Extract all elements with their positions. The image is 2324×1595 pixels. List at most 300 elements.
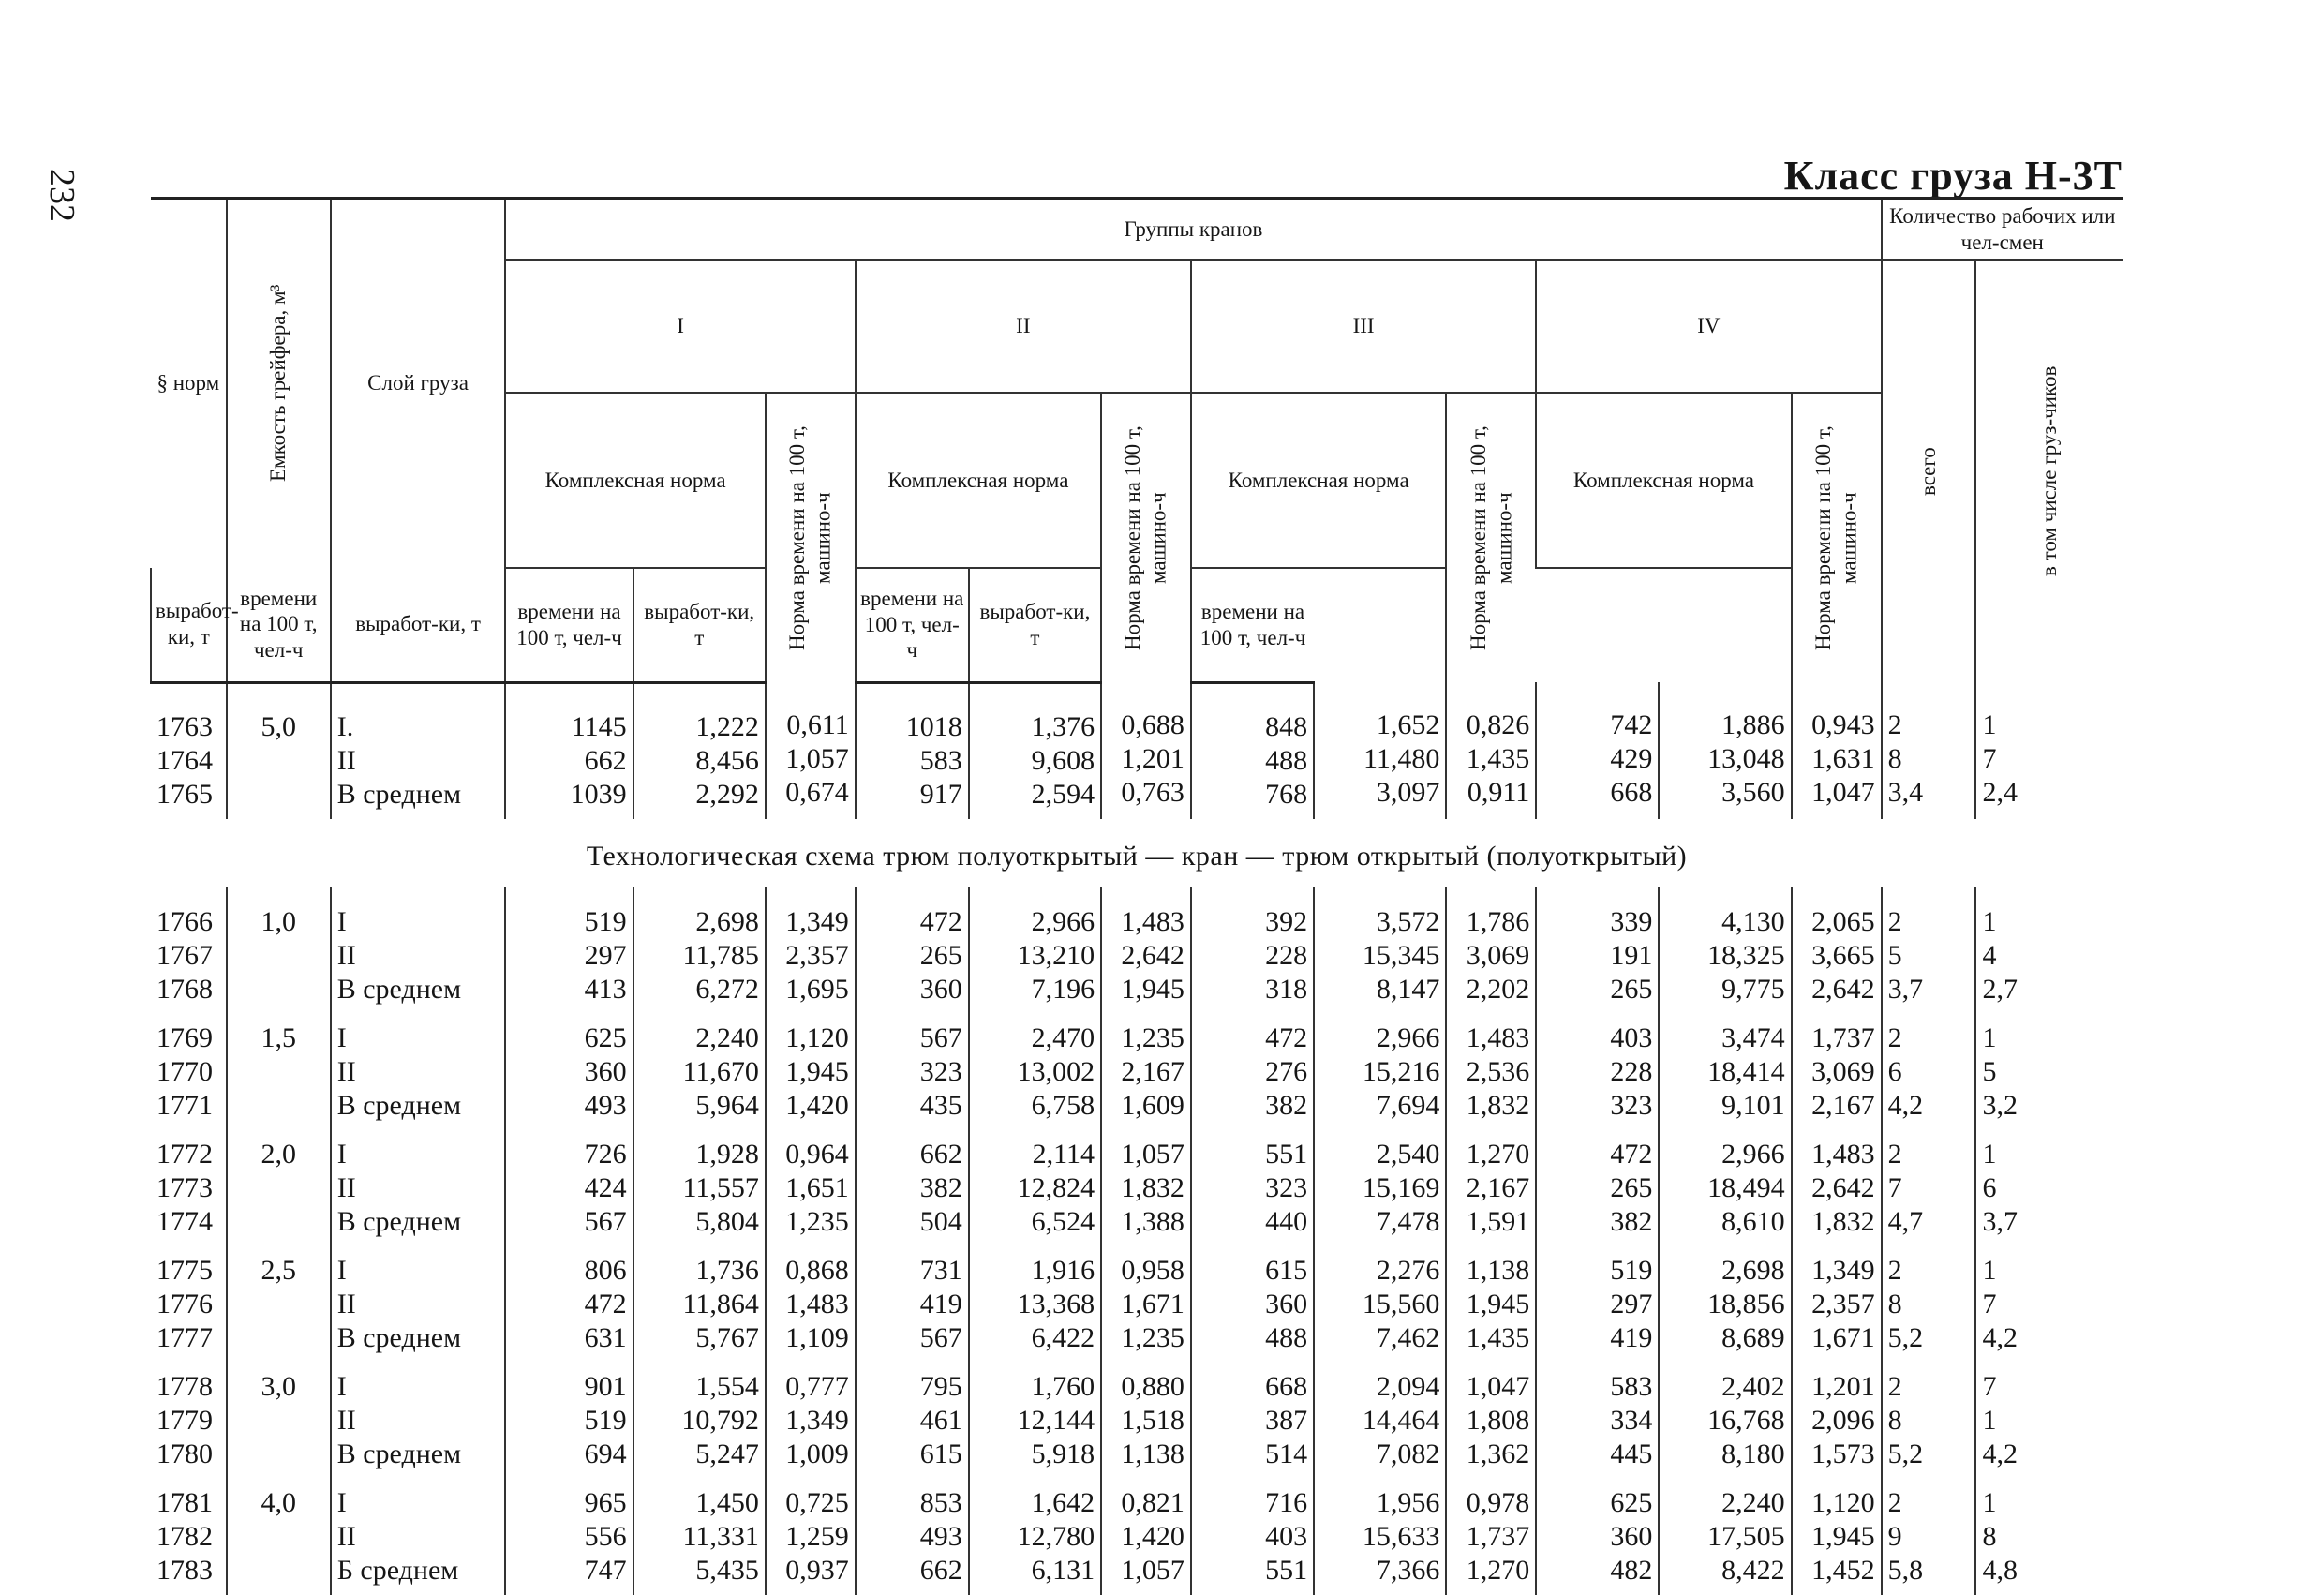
norm-numbers-value: 1769 xyxy=(156,1021,213,1053)
g2-time-value: 12,824 xyxy=(1017,1171,1095,1203)
workers-total-value: 7 xyxy=(1887,1171,1902,1203)
grab-capacity-value: 2,5 xyxy=(261,1254,296,1286)
g2-output-value: 615 xyxy=(919,1438,962,1469)
g3-time-value: 3,572 xyxy=(1376,905,1440,937)
g4-machine-time-value: 2,642 xyxy=(1811,1171,1875,1203)
g1-machine-time-value: 1,420 xyxy=(785,1089,849,1121)
g4-output xyxy=(1536,682,1659,819)
g4-output xyxy=(1536,1014,1659,1130)
g2-time xyxy=(969,887,1101,1014)
g2-machine-time-value: 1,235 xyxy=(1121,1021,1184,1053)
g2-output-value: 795 xyxy=(919,1370,962,1402)
g4-time-value: 18,325 xyxy=(1707,939,1785,971)
g1-output-value: 662 xyxy=(584,744,627,776)
workers-total-value: 2 xyxy=(1887,1486,1902,1518)
g2-machine-time-value: 1,057 xyxy=(1121,1554,1184,1586)
cargo-layer-value: В среднем xyxy=(336,1321,462,1353)
header-time-2: времени на 100 т, чел-ч xyxy=(505,568,633,683)
section-title: Технологическая схема трюм полуоткрытый — кран — трюм открытый (полуоткрытый) xyxy=(586,840,1688,872)
g2-output-value: 419 xyxy=(919,1288,962,1319)
g3-time-value: 2,094 xyxy=(1376,1370,1440,1402)
g3-machine-time xyxy=(1446,887,1536,1014)
g2-output xyxy=(856,1479,969,1595)
g1-time-value: 1,450 xyxy=(695,1486,759,1518)
workers-total-value: 8 xyxy=(1887,1404,1902,1436)
g1-output xyxy=(505,1246,633,1363)
workers-loaders-value: 1 xyxy=(1982,1486,1997,1518)
g2-time-value: 13,368 xyxy=(1017,1288,1095,1319)
g2-machine-time xyxy=(1101,682,1191,819)
g3-machine-time xyxy=(1446,1246,1536,1363)
workers-total-value: 6 xyxy=(1887,1055,1902,1087)
header-group-3: III xyxy=(1191,260,1536,393)
g1-time-value: 10,792 xyxy=(681,1404,759,1436)
g4-output-value: 625 xyxy=(1610,1486,1653,1518)
header-workers: Количество рабочих или чел-смен xyxy=(1882,199,2123,261)
g3-time-value: 7,366 xyxy=(1376,1554,1440,1586)
g2-machine-time-value: 0,688 xyxy=(1121,709,1184,741)
cargo-layer-value: В среднем xyxy=(336,973,462,1005)
g3-time-value: 7,694 xyxy=(1376,1089,1440,1121)
g4-output-value: 445 xyxy=(1610,1438,1653,1469)
g1-time xyxy=(633,1130,766,1246)
g3-machine-time xyxy=(1446,1363,1536,1479)
cargo-layer-value: II xyxy=(336,1520,356,1552)
g2-time-value: 12,780 xyxy=(1017,1520,1095,1552)
g4-machine-time-value: 3,069 xyxy=(1811,1055,1875,1087)
workers-loaders-value: 2,4 xyxy=(1982,777,2018,809)
g3-output-value: 228 xyxy=(1265,939,1308,971)
g2-output-value: 567 xyxy=(919,1321,962,1353)
g3-time-value: 1,956 xyxy=(1376,1486,1440,1518)
table-row xyxy=(151,1479,2123,1595)
g3-output-value: 276 xyxy=(1265,1055,1308,1087)
g1-machine-time-value: 1,259 xyxy=(785,1520,849,1552)
cargo-layer-value: I xyxy=(336,1021,347,1053)
grab-capacity-value: 3,0 xyxy=(261,1370,296,1402)
g2-machine-time-value: 2,167 xyxy=(1121,1055,1184,1087)
g1-time-value: 1,554 xyxy=(695,1370,759,1402)
g2-machine-time-value: 1,671 xyxy=(1121,1288,1184,1319)
g1-output-value: 519 xyxy=(584,905,627,937)
g3-output xyxy=(1191,1014,1314,1130)
g1-output-value: 472 xyxy=(584,1288,627,1319)
cargo-layer-value: II xyxy=(336,1055,356,1087)
g4-time-value: 2,966 xyxy=(1721,1138,1785,1170)
g2-time-value: 1,760 xyxy=(1031,1370,1095,1402)
g4-output-value: 403 xyxy=(1610,1021,1653,1053)
g4-time-value: 2,698 xyxy=(1721,1254,1785,1286)
header-complex-norm-3: Комплексная норма xyxy=(1191,393,1446,567)
g3-output-value: 387 xyxy=(1265,1404,1308,1436)
cargo-layer-value: II xyxy=(336,939,356,971)
g4-machine-time xyxy=(1792,887,1882,1014)
g4-output-value: 519 xyxy=(1610,1254,1653,1286)
g4-machine-time-value: 0,943 xyxy=(1811,709,1875,741)
workers-total-value: 2 xyxy=(1887,1138,1902,1170)
g1-output-value: 625 xyxy=(584,1021,627,1053)
table-row xyxy=(151,1014,2123,1130)
g2-machine-time-value: 1,201 xyxy=(1121,743,1184,775)
cargo-layer xyxy=(331,1363,506,1479)
g1-output-value: 806 xyxy=(584,1254,627,1286)
table-row xyxy=(151,682,2123,819)
header-time-3: времени на 100 т, чел-ч xyxy=(856,568,969,683)
g2-time xyxy=(969,682,1101,819)
g2-output-value: 382 xyxy=(919,1171,962,1203)
g2-output xyxy=(856,1363,969,1479)
g2-time-value: 2,470 xyxy=(1031,1021,1095,1053)
g3-machine-time-value: 1,047 xyxy=(1466,1370,1530,1402)
workers-loaders xyxy=(1975,887,2123,1014)
g4-machine-time-value: 1,671 xyxy=(1811,1321,1875,1353)
g4-time-value: 3,560 xyxy=(1721,777,1785,809)
g4-machine-time-value: 1,349 xyxy=(1811,1254,1875,1286)
g2-time xyxy=(969,1479,1101,1595)
g2-output-value: 323 xyxy=(919,1055,962,1087)
cargo-layer-value: I xyxy=(336,1138,347,1170)
g2-machine-time xyxy=(1101,1014,1191,1130)
g1-time-value: 11,864 xyxy=(682,1288,759,1319)
g1-time xyxy=(633,1479,766,1595)
g2-machine-time xyxy=(1101,1246,1191,1363)
g2-time-value: 9,608 xyxy=(1031,744,1095,776)
g1-output-value: 360 xyxy=(584,1055,627,1087)
g4-output xyxy=(1536,1479,1659,1595)
g1-time-value: 11,557 xyxy=(682,1171,759,1203)
header-group-2: II xyxy=(856,260,1191,393)
g1-output-value: 726 xyxy=(584,1138,627,1170)
cargo-layer-value: I xyxy=(336,1370,347,1402)
norm-numbers-value: 1767 xyxy=(156,939,213,971)
norms-table xyxy=(150,197,2123,1595)
table-header xyxy=(151,199,2123,683)
g4-time-value: 3,474 xyxy=(1721,1021,1785,1053)
header-machine-time-2-text: Норма времени на 100 т, машино-ч xyxy=(1121,425,1170,651)
header-complex-norm-1: Комплексная норма xyxy=(505,393,765,567)
g3-time-value: 7,462 xyxy=(1376,1321,1440,1353)
g2-output xyxy=(856,1014,969,1130)
g3-time xyxy=(1314,1479,1446,1595)
workers-total xyxy=(1882,1014,1976,1130)
workers-loaders-value: 3,7 xyxy=(1982,1205,2018,1237)
g1-output xyxy=(505,1363,633,1479)
workers-total-value: 5 xyxy=(1887,939,1902,971)
g4-time-value: 9,101 xyxy=(1721,1089,1785,1121)
g4-machine-time-value: 1,201 xyxy=(1811,1370,1875,1402)
header-grab-capacity-text: Емкость грейфера, м³ xyxy=(266,285,290,483)
header-output-3: выработ-ки, т xyxy=(633,568,766,683)
workers-loaders-value: 7 xyxy=(1982,1370,1997,1402)
g2-machine-time-value: 1,609 xyxy=(1121,1089,1184,1121)
g3-output-value: 551 xyxy=(1265,1554,1308,1586)
g4-time-value: 9,775 xyxy=(1721,973,1785,1005)
g2-time-value: 6,422 xyxy=(1031,1321,1095,1353)
cargo-layer-value: II xyxy=(336,1288,356,1319)
g3-machine-time-value: 3,069 xyxy=(1466,939,1530,971)
g1-machine-time-value: 1,349 xyxy=(785,1404,849,1436)
g2-machine-time xyxy=(1101,887,1191,1014)
g2-machine-time-value: 1,138 xyxy=(1121,1438,1184,1469)
g4-output xyxy=(1536,1246,1659,1363)
g3-output-value: 514 xyxy=(1265,1438,1308,1469)
workers-total-value: 5,2 xyxy=(1887,1321,1924,1353)
workers-loaders-value: 4 xyxy=(1982,939,1997,971)
g2-output-value: 265 xyxy=(919,939,962,971)
cargo-layer xyxy=(331,682,506,819)
header-machine-time-3 xyxy=(1446,393,1536,682)
g3-machine-time-value: 1,808 xyxy=(1466,1404,1530,1436)
g4-time-value: 17,505 xyxy=(1707,1520,1785,1552)
g3-machine-time-value: 1,591 xyxy=(1466,1205,1530,1237)
g1-machine-time-value: 2,357 xyxy=(785,939,849,971)
workers-loaders-value: 5 xyxy=(1982,1055,1997,1087)
workers-loaders xyxy=(1975,682,2123,819)
g3-output-value: 716 xyxy=(1265,1486,1308,1518)
header-grab-capacity xyxy=(227,199,331,568)
g2-time-value: 2,114 xyxy=(1032,1138,1095,1170)
table-body xyxy=(151,682,2123,1595)
g1-machine-time-value: 1,651 xyxy=(785,1171,849,1203)
g2-time-value: 1,376 xyxy=(1031,710,1095,742)
g4-time-value: 8,689 xyxy=(1721,1321,1785,1353)
g4-machine-time-value: 1,737 xyxy=(1811,1021,1875,1053)
g3-output-value: 488 xyxy=(1265,1321,1308,1353)
g4-machine-time-value: 2,096 xyxy=(1811,1404,1875,1436)
cargo-layer xyxy=(331,1479,506,1595)
g4-machine-time-value: 1,047 xyxy=(1811,777,1875,809)
g1-machine-time-value: 1,235 xyxy=(785,1205,849,1237)
g1-machine-time-value: 1,945 xyxy=(785,1055,849,1087)
g3-machine-time-value: 1,270 xyxy=(1466,1554,1530,1586)
g2-time xyxy=(969,1014,1101,1130)
g2-output-value: 567 xyxy=(919,1021,962,1053)
norm-numbers xyxy=(151,1363,227,1479)
g2-output xyxy=(856,1246,969,1363)
cargo-layer-value: В среднем xyxy=(336,1205,462,1237)
workers-loaders-value: 1 xyxy=(1982,905,1997,937)
cargo-layer-value: I xyxy=(336,905,347,937)
g2-machine-time-value: 0,880 xyxy=(1121,1370,1184,1402)
g2-output-value: 493 xyxy=(919,1520,962,1552)
grab-capacity xyxy=(227,1246,331,1363)
cargo-layer-value: В среднем xyxy=(336,1438,462,1469)
g1-time-value: 11,670 xyxy=(682,1055,759,1087)
g4-output-value: 228 xyxy=(1610,1055,1653,1087)
g3-machine-time xyxy=(1446,682,1536,819)
g3-time xyxy=(1314,682,1446,819)
g2-output-value: 461 xyxy=(919,1404,962,1436)
workers-total-value: 2 xyxy=(1887,1254,1902,1286)
g1-output-value: 965 xyxy=(584,1486,627,1518)
workers-loaders-value: 4,2 xyxy=(1982,1321,2018,1353)
g4-time-value: 8,180 xyxy=(1721,1438,1785,1469)
g4-machine-time-value: 1,120 xyxy=(1811,1486,1875,1518)
g3-time-value: 14,464 xyxy=(1362,1404,1440,1436)
g1-time-value: 5,247 xyxy=(695,1438,759,1469)
g4-output-value: 668 xyxy=(1610,777,1653,809)
workers-loaders-value: 1 xyxy=(1982,709,1997,741)
g4-time-value: 4,130 xyxy=(1721,905,1785,937)
norms-table-container xyxy=(150,197,2123,1595)
g1-time-value: 6,272 xyxy=(695,973,759,1005)
g4-time xyxy=(1659,887,1791,1014)
g3-output-value: 323 xyxy=(1265,1171,1308,1203)
g3-machine-time-value: 1,435 xyxy=(1466,743,1530,775)
g1-time xyxy=(633,1014,766,1130)
norm-numbers xyxy=(151,682,227,819)
g1-time-value: 2,240 xyxy=(695,1021,759,1053)
norm-numbers-value: 1774 xyxy=(156,1205,213,1237)
g2-output-value: 435 xyxy=(919,1089,962,1121)
g2-time-value: 13,002 xyxy=(1017,1055,1095,1087)
norm-numbers-value: 1772 xyxy=(156,1138,213,1170)
header-time-1: времени на 100 т, чел-ч xyxy=(227,568,331,683)
workers-total xyxy=(1882,1246,1976,1363)
g3-machine-time-value: 2,202 xyxy=(1466,973,1530,1005)
g2-machine-time-value: 1,388 xyxy=(1121,1205,1184,1237)
g3-output-value: 360 xyxy=(1265,1288,1308,1319)
g3-machine-time-value: 0,911 xyxy=(1467,777,1530,809)
g1-machine-time-value: 1,120 xyxy=(785,1021,849,1053)
g2-time-value: 6,758 xyxy=(1031,1089,1095,1121)
g3-time-value: 1,652 xyxy=(1376,709,1440,741)
g3-output xyxy=(1191,1130,1314,1246)
g4-time-value: 18,414 xyxy=(1707,1055,1785,1087)
g3-output xyxy=(1191,1479,1314,1595)
g2-machine-time xyxy=(1101,1130,1191,1246)
norm-numbers-value: 1777 xyxy=(156,1321,213,1353)
header-cargo-layer: Слой груза xyxy=(331,199,506,568)
grab-capacity-value: 1,0 xyxy=(261,905,296,937)
g2-output-value: 917 xyxy=(919,778,962,810)
header-group-1: I xyxy=(505,260,855,393)
g2-machine-time-value: 2,642 xyxy=(1121,939,1184,971)
g3-output xyxy=(1191,887,1314,1014)
g1-machine-time-value: 1,009 xyxy=(785,1438,849,1469)
g3-time-value: 2,276 xyxy=(1376,1254,1440,1286)
g4-output xyxy=(1536,1363,1659,1479)
grab-capacity xyxy=(227,682,331,819)
workers-loaders-value: 8 xyxy=(1982,1520,1997,1552)
workers-total-value: 8 xyxy=(1887,743,1902,775)
g3-machine-time-value: 1,832 xyxy=(1466,1089,1530,1121)
cargo-layer-value: I xyxy=(336,1254,347,1286)
norm-numbers-value: 1763 xyxy=(156,710,213,742)
g2-machine-time xyxy=(1101,1363,1191,1479)
g4-time-value: 2,402 xyxy=(1721,1370,1785,1402)
g2-machine-time-value: 1,483 xyxy=(1121,905,1184,937)
g4-machine-time xyxy=(1792,1130,1882,1246)
workers-loaders-value: 3,2 xyxy=(1982,1089,2018,1121)
workers-loaders-value: 7 xyxy=(1982,743,1997,775)
header-machine-time-1-text: Норма времени на 100 т, машино-ч xyxy=(785,425,835,651)
g2-output-value: 504 xyxy=(919,1205,962,1237)
g4-output-value: 419 xyxy=(1610,1321,1653,1353)
norm-numbers-value: 1770 xyxy=(156,1055,213,1087)
g3-machine-time-value: 2,536 xyxy=(1466,1055,1530,1087)
cargo-layer xyxy=(331,1246,506,1363)
g3-machine-time-value: 1,945 xyxy=(1466,1288,1530,1319)
g2-machine-time-value: 1,057 xyxy=(1121,1138,1184,1170)
norm-numbers-value: 1783 xyxy=(156,1554,213,1586)
header-machine-time-2 xyxy=(1101,393,1191,682)
workers-loaders-value: 1 xyxy=(1982,1254,1997,1286)
workers-total-value: 2 xyxy=(1887,709,1902,741)
g2-output-value: 853 xyxy=(919,1486,962,1518)
workers-loaders-value: 2,7 xyxy=(1982,973,2018,1005)
g1-machine-time xyxy=(766,1479,856,1595)
g2-output xyxy=(856,887,969,1014)
g1-output-value: 413 xyxy=(584,973,627,1005)
g2-time-value: 2,594 xyxy=(1031,778,1095,810)
g4-time-value: 13,048 xyxy=(1707,743,1785,775)
g3-time-value: 15,345 xyxy=(1362,939,1440,971)
g4-machine-time-value: 1,483 xyxy=(1811,1138,1875,1170)
g4-time-value: 8,610 xyxy=(1721,1205,1785,1237)
g3-time-value: 3,097 xyxy=(1376,777,1440,809)
g2-time xyxy=(969,1130,1101,1246)
g3-machine-time-value: 0,978 xyxy=(1466,1486,1530,1518)
cargo-layer-value: I xyxy=(336,1486,347,1518)
g1-machine-time xyxy=(766,887,856,1014)
g1-time-value: 2,292 xyxy=(695,778,759,810)
g4-output xyxy=(1536,887,1659,1014)
g2-time-value: 6,131 xyxy=(1031,1554,1095,1586)
table-row xyxy=(151,1130,2123,1246)
g1-output-value: 694 xyxy=(584,1438,627,1469)
grab-capacity-value: 1,5 xyxy=(261,1021,296,1053)
workers-loaders-value: 1 xyxy=(1982,1138,1997,1170)
workers-total-value: 4,7 xyxy=(1887,1205,1924,1237)
g4-output-value: 382 xyxy=(1610,1205,1653,1237)
workers-loaders-value: 6 xyxy=(1982,1171,1997,1203)
g1-time-value: 5,804 xyxy=(695,1205,759,1237)
g3-machine-time-value: 1,138 xyxy=(1466,1254,1530,1286)
g4-time xyxy=(1659,1479,1791,1595)
g1-machine-time-value: 0,674 xyxy=(785,777,849,809)
g3-time-value: 2,966 xyxy=(1376,1021,1440,1053)
grab-capacity-value: 5,0 xyxy=(261,710,296,742)
g4-output xyxy=(1536,1130,1659,1246)
g2-machine-time xyxy=(1101,1479,1191,1595)
cargo-layer-value: II xyxy=(336,1171,356,1203)
g1-output-value: 1039 xyxy=(570,778,627,810)
norm-numbers-value: 1782 xyxy=(156,1520,213,1552)
g2-output-value: 472 xyxy=(919,905,962,937)
g1-machine-time xyxy=(766,1014,856,1130)
g4-time xyxy=(1659,1363,1791,1479)
g1-time-value: 1,736 xyxy=(695,1254,759,1286)
g3-machine-time-value: 1,786 xyxy=(1466,905,1530,937)
workers-loaders xyxy=(1975,1479,2123,1595)
header-output-4: выработ-ки, т xyxy=(969,568,1101,683)
g3-output-value: 472 xyxy=(1265,1021,1308,1053)
workers-loaders-value: 1 xyxy=(1982,1404,1997,1436)
g1-output-value: 424 xyxy=(584,1171,627,1203)
workers-total-value: 5,2 xyxy=(1887,1438,1924,1469)
cargo-layer-value: I. xyxy=(336,710,354,742)
g3-time-value: 7,082 xyxy=(1376,1438,1440,1469)
header-loaders-text: в том числе груз-чиков xyxy=(2037,365,2062,577)
g3-output-value: 768 xyxy=(1265,778,1308,810)
workers-loaders xyxy=(1975,1246,2123,1363)
g1-machine-time-value: 1,057 xyxy=(785,743,849,775)
grab-capacity xyxy=(227,1363,331,1479)
g1-output-value: 519 xyxy=(584,1404,627,1436)
cargo-layer-value: В среднем xyxy=(336,778,462,810)
g1-output xyxy=(505,1479,633,1595)
